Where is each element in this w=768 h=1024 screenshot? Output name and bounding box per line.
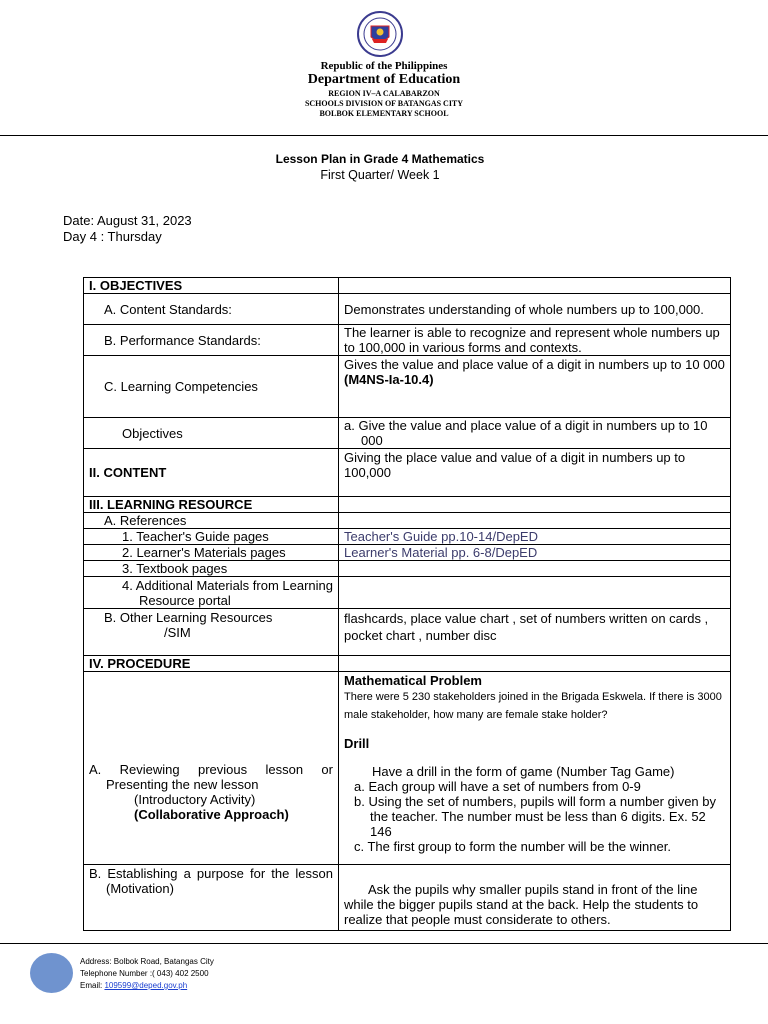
teachers-guide-value: Teacher's Guide pp.10-14/DepED [339, 529, 731, 545]
header-divider [0, 135, 768, 136]
table-row [84, 672, 731, 865]
footer-address: Address: Bolbok Road, Batangas City [80, 957, 214, 966]
lesson-plan-table [83, 277, 731, 931]
empty-cell [339, 656, 731, 672]
learning-competencies-cell [339, 356, 731, 418]
table-row [84, 497, 731, 513]
learning-competencies-value: Gives the value and place value of a digit in numbers up to 10 000 [344, 357, 725, 372]
competency-code: (M4NS-Ia-10.4) [344, 372, 434, 387]
teachers-guide-label: 1. Teacher's Guide pages [84, 529, 339, 545]
empty-cell [339, 561, 731, 577]
lesson-day: Day 4 : Thursday [63, 229, 162, 244]
additional-materials-label: 4. Additional Materials from Learning Resource portal [122, 577, 334, 608]
objectives-heading: I. OBJECTIVES [84, 278, 339, 294]
collaborative-approach-label: (Collaborative Approach) [134, 807, 289, 822]
objectives-cell [339, 418, 731, 449]
purpose-value: Ask the pupils why smaller pupils stand in front of the line while the bigger pupils stand at the back. Help the students to realize that people must considerate to others. [344, 882, 699, 927]
objective-item: a. Give the value and place value of a digit in numbers up to 10 000 [344, 418, 708, 448]
table-row [84, 278, 731, 294]
other-resources-cell [84, 609, 339, 656]
reviewing-lesson-label: A. Reviewing previous lesson or Presenting the new lesson [89, 762, 333, 792]
reviewing-lesson-cell [84, 672, 339, 865]
table-row [84, 529, 731, 545]
drill-item: b. Using the set of numbers, pupils will form a number given by the teacher. The number must be less than 6 digits. Ex. 52 146 [354, 794, 717, 839]
references-label: A. References [84, 513, 339, 529]
empty-cell [339, 577, 731, 609]
procedure-heading: IV. PROCEDURE [84, 656, 339, 672]
table-row [84, 561, 731, 577]
table-row [84, 294, 731, 325]
content-value: Giving the place value and value of a digit in numbers up to 100,000 [339, 449, 731, 497]
drill-intro: Have a drill in the form of game (Number Tag Game) [372, 764, 675, 779]
lesson-plan-subtitle: First Quarter/ Week 1 [320, 168, 440, 182]
deped-seal-icon [357, 11, 403, 57]
republic-label: Republic of the Philippines [320, 60, 448, 72]
content-standards-label: A. Content Standards: [84, 294, 339, 325]
table-row [84, 656, 731, 672]
learners-materials-value: Learner's Material pp. 6-8/DepED [339, 545, 731, 561]
table-row [84, 545, 731, 561]
content-heading: II. CONTENT [84, 449, 339, 497]
drill-item: a. Each group will have a set of numbers from 0-9 [354, 779, 641, 794]
purpose-label: B. Establishing a purpose for the lesson (Motivation) [89, 866, 333, 896]
performance-standards-label: B. Performance Standards: [84, 325, 339, 356]
table-row [84, 449, 731, 497]
school-label: BOLBOK ELEMENTARY SCHOOL [319, 109, 449, 118]
empty-cell [339, 278, 731, 294]
introductory-activity-label: (Introductory Activity) [134, 792, 256, 807]
reviewing-lesson-content [339, 672, 731, 865]
other-resources-value: flashcards, place value chart , set of numbers written on cards , pocket chart , number disc [339, 609, 731, 656]
footer-email-line [80, 981, 187, 990]
table-row [84, 418, 731, 449]
division-label: SCHOOLS DIVISION OF BATANGAS CITY [304, 99, 464, 108]
learners-materials-label: 2. Learner's Materials pages [84, 545, 339, 561]
additional-materials-cell [84, 577, 339, 609]
table-row [84, 513, 731, 529]
lesson-date: Date: August 31, 2023 [63, 213, 192, 228]
table-row [84, 577, 731, 609]
table-row [84, 325, 731, 356]
drill-item: c. The first group to form the number will be the winner. [354, 839, 671, 854]
department-title: Department of Education [307, 72, 461, 87]
purpose-value-cell [339, 865, 731, 931]
objectives-label: Objectives [84, 418, 339, 449]
footer-divider [0, 943, 768, 944]
table-row [84, 865, 731, 931]
lesson-plan-title: Lesson Plan in Grade 4 Mathematics [275, 152, 485, 166]
footer-logo [30, 953, 73, 993]
other-resources-label: B. Other Learning Resources [104, 610, 273, 625]
table-row [84, 609, 731, 656]
table-row [84, 356, 731, 418]
drill-title: Drill [344, 736, 370, 751]
content-standards-value: Demonstrates understanding of whole numbers up to 100,000. [339, 294, 731, 325]
other-resources-sim: /SIM [164, 625, 191, 640]
region-label: REGION IV–A CALABARZON [328, 89, 440, 98]
purpose-cell [84, 865, 339, 931]
math-problem-title: Mathematical Problem [344, 673, 482, 688]
learning-competencies-label: C. Learning Competencies [84, 356, 339, 418]
textbook-label: 3. Textbook pages [84, 561, 339, 577]
performance-standards-value: The learner is able to recognize and represent whole numbers up to 100,000 in various forms and contexts. [339, 325, 731, 356]
math-problem-text: There were 5 230 stakeholders joined in the Brigada Eskwela. If there is 3000 male stakeholder, how many are female stake holder? [344, 691, 722, 721]
empty-cell [339, 513, 731, 529]
footer-telephone: Telephone Number :( 043) 402 2500 [80, 969, 209, 978]
learning-resource-heading: III. LEARNING RESOURCE [84, 497, 339, 513]
empty-cell [339, 497, 731, 513]
footer-email-label: Email: [80, 981, 105, 990]
footer-email-link[interactable]: 109599@deped.gov.ph [104, 981, 188, 990]
